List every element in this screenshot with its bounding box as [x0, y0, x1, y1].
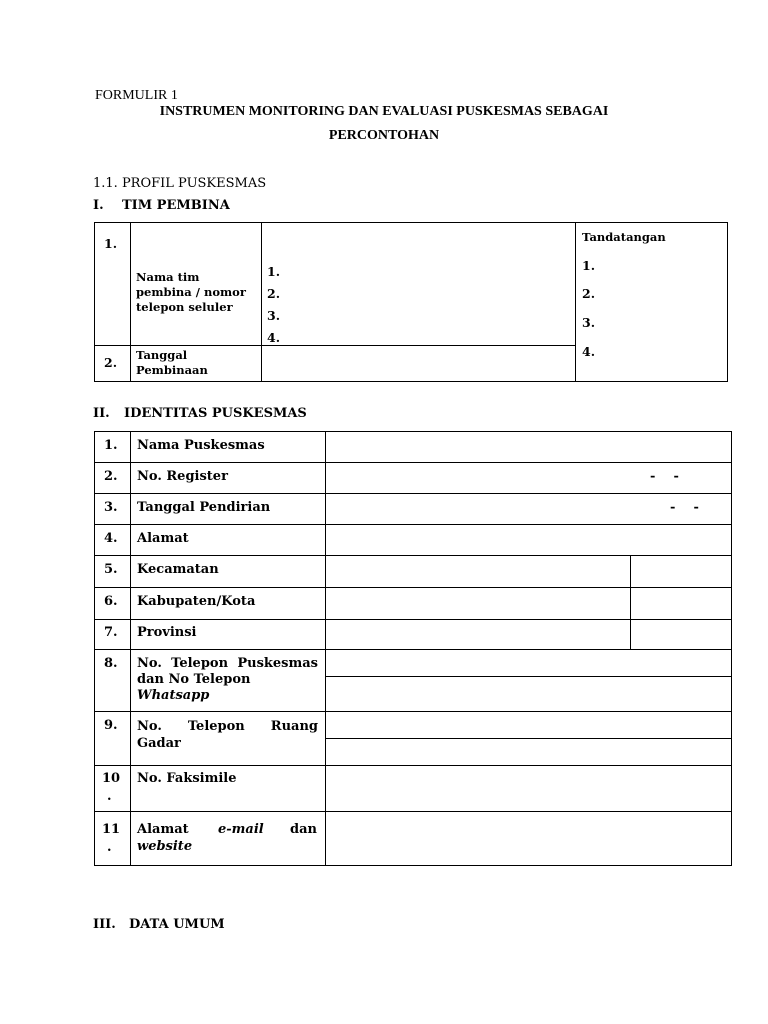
identitas-heading: IDENTITAS PUSKESMAS — [124, 406, 307, 421]
id-row-3-no: 3. — [104, 500, 118, 515]
tp-row2-label: Tanggal Pembinaan — [136, 348, 208, 377]
id-row-9-label: No. Telepon Ruang Gadar — [137, 719, 318, 751]
id-row-8-label: No. Telepon Puskesmas dan No Telepon — [137, 656, 318, 687]
id-row-8-label-whatsapp: Whatsapp — [137, 688, 210, 703]
id-row-1-no: 1. — [104, 438, 118, 453]
tp-signature-4: 4. — [582, 344, 596, 359]
id-row-3-label: Tanggal Pendirian — [137, 500, 271, 515]
id-row-2-no: 2. — [104, 469, 118, 484]
id-no-cell-11 — [94, 811, 131, 866]
id-row-11-no: 11 — [102, 822, 121, 837]
tim-pembina-num: I. — [93, 198, 104, 213]
telepon-ruang-gadar-field-1[interactable] — [325, 711, 732, 739]
no-register-dashes: - - — [650, 469, 679, 484]
tp-row1-no: 1. — [104, 236, 118, 251]
id-row-7-no: 7. — [104, 625, 118, 640]
tp-cell-date[interactable] — [261, 345, 576, 382]
id-row-5-no: 5. — [104, 562, 118, 577]
nama-puskesmas-field[interactable] — [325, 431, 732, 463]
kabupaten-kota-field[interactable] — [325, 587, 631, 620]
form-number: FORMULIR 1 — [95, 88, 178, 103]
tanggal-pendirian-dashes: - - — [670, 500, 699, 515]
id-row-4-no: 4. — [104, 531, 118, 546]
kabupaten-kota-code-field[interactable] — [630, 587, 732, 620]
id-row-11-label-dan: dan — [290, 822, 317, 837]
data-umum-num: III. — [93, 917, 116, 932]
id-row-11-label-alamat: Alamat — [137, 822, 189, 837]
id-row-5-label: Kecamatan — [137, 562, 219, 577]
telepon-ruang-gadar-field-2[interactable] — [325, 738, 732, 766]
id-row-7-label: Provinsi — [137, 625, 197, 640]
tp-signature-label: Tandatangan — [582, 230, 666, 244]
telepon-whatsapp-field[interactable] — [325, 676, 732, 712]
tp-cell-names[interactable] — [261, 222, 576, 346]
alamat-field[interactable] — [325, 524, 732, 556]
provinsi-code-field[interactable] — [630, 619, 732, 650]
faksimile-field[interactable] — [325, 765, 732, 812]
id-row-6-no: 6. — [104, 594, 118, 609]
section-profile-heading: 1.1. PROFIL PUSKESMAS — [93, 176, 267, 191]
tp-signature-2: 2. — [582, 286, 596, 301]
kecamatan-code-field[interactable] — [630, 555, 732, 588]
id-row-4-label: Alamat — [137, 531, 189, 546]
id-row-9-no: 9. — [104, 718, 118, 733]
tp-name-2: 2. — [267, 286, 281, 301]
id-row-10-no: 10 — [102, 771, 121, 786]
id-row-6-label: Kabupaten/Kota — [137, 594, 256, 609]
tp-row2-no: 2. — [104, 355, 118, 370]
id-row-2-label: No. Register — [137, 469, 228, 484]
id-row-10-label: No. Faksimile — [137, 771, 237, 786]
telepon-puskesmas-field[interactable] — [325, 649, 732, 677]
id-row-1-label: Nama Puskesmas — [137, 438, 265, 453]
tp-signature-1: 1. — [582, 258, 596, 273]
provinsi-field[interactable] — [325, 619, 631, 650]
tp-name-3: 3. — [267, 308, 281, 323]
id-row-10-no-dot: . — [107, 789, 112, 804]
document-title-line1: INSTRUMEN MONITORING DAN EVALUASI PUSKESMAS SEBAGAI — [159, 104, 609, 119]
id-row-11-no-dot: . — [107, 840, 112, 855]
tp-name-1: 1. — [267, 264, 281, 279]
tp-row1-label: Nama tim pembina / nomor telepon seluler — [136, 270, 246, 314]
data-umum-heading: DATA UMUM — [129, 917, 225, 932]
id-row-8-no: 8. — [104, 656, 118, 671]
tp-name-4: 4. — [267, 330, 281, 345]
id-row-11-label-website: website — [137, 839, 193, 854]
document-title-line2: PERCONTOHAN — [328, 128, 440, 143]
email-website-field[interactable] — [325, 811, 732, 866]
tp-signature-3: 3. — [582, 315, 596, 330]
tp-cell-signature[interactable] — [575, 222, 728, 382]
tim-pembina-heading: TIM PEMBINA — [122, 198, 230, 213]
identitas-num: II. — [93, 406, 110, 421]
id-row-11-label-email: e-mail — [218, 822, 264, 837]
kecamatan-field[interactable] — [325, 555, 631, 588]
